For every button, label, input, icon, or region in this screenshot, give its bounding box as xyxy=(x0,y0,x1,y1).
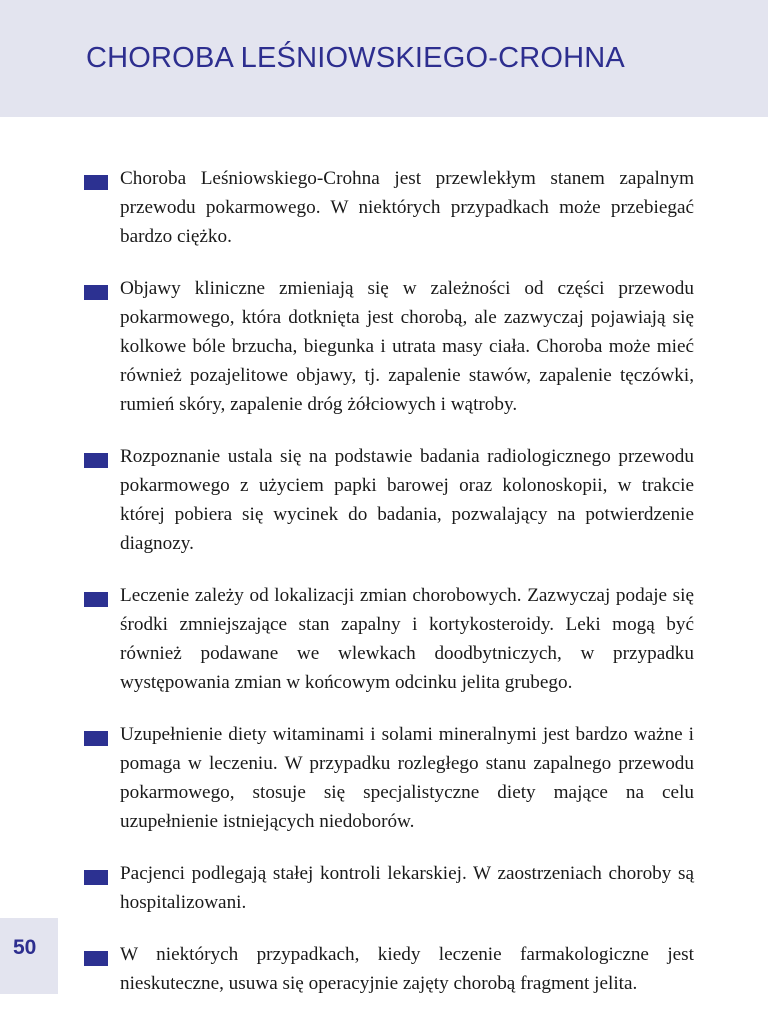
page-number-box xyxy=(0,918,58,994)
list-item-text: Objawy kliniczne zmieniają się w zależności od części przewodu pokarmowego, która dotknięta jest chorobą, ale zazwyczaj pojawiają się kolkowe bóle brzucha, biegunka i utrata masy ciała. Choroba może mieć również pozajelitowe objawy, tj. zapalenie stawów, zapalenie tęczówki, rumień skóry, zapalenie dróg żółciowych i wątroby. xyxy=(120,278,694,415)
square-bullet-icon xyxy=(84,870,108,885)
square-bullet-icon xyxy=(84,592,108,607)
square-bullet-icon xyxy=(84,731,108,746)
list-item xyxy=(84,859,694,917)
list-item xyxy=(84,940,694,998)
page-number: 50 xyxy=(13,936,37,959)
list-item-text: Pacjenci podlegają stałej kontroli lekarskiej. W zaostrzeniach choroby są hospitalizowani. xyxy=(120,863,694,913)
list-item-text: Uzupełnienie diety witaminami i solami mineralnymi jest bardzo ważne i pomaga w leczeniu. W przypadku rozległego stanu zapalnego przewodu pokarmowego, stosuje się specjalistyczne diety mające na celu uzupełnienie istniejących niedoborów. xyxy=(120,724,694,832)
list-item xyxy=(84,720,694,836)
square-bullet-icon xyxy=(84,285,108,300)
list-item xyxy=(84,581,694,697)
page-title: CHOROBA LEŚNIOWSKIEGO-CROHNA xyxy=(86,42,625,74)
square-bullet-icon xyxy=(84,453,108,468)
square-bullet-icon xyxy=(84,951,108,966)
square-bullet-icon xyxy=(84,175,108,190)
list-item-text: Choroba Leśniowskiego-Crohna jest przewlekłym stanem zapalnym przewodu pokarmowego. W niektórych przypadkach może przebiegać bardzo ciężko. xyxy=(120,168,694,247)
list-item xyxy=(84,442,694,558)
list-item-text: Rozpoznanie ustala się na podstawie badania radiologicznego przewodu pokarmowego z użyciem papki barowej oraz kolonoskopii, w trakcie której pobiera się wycinek do badania, pozwalający na potwierdzenie diagnozy. xyxy=(120,446,694,554)
page-header xyxy=(0,0,768,117)
bullet-list xyxy=(84,164,694,1021)
list-item xyxy=(84,274,694,419)
list-item-text: Leczenie zależy od lokalizacji zmian chorobowych. Zazwyczaj podaje się środki zmniejszające stan zapalny i kortykosteroidy. Leki mogą być również podawane we wlewkach doodbytniczych, w przypadku występowania zmian w końcowym odcinku jelita grubego. xyxy=(120,585,694,693)
list-item xyxy=(84,164,694,251)
list-item-text: W niektórych przypadkach, kiedy leczenie farmakologiczne jest nieskuteczne, usuwa się operacyjnie zajęty chorobą fragment jelita. xyxy=(120,944,694,994)
